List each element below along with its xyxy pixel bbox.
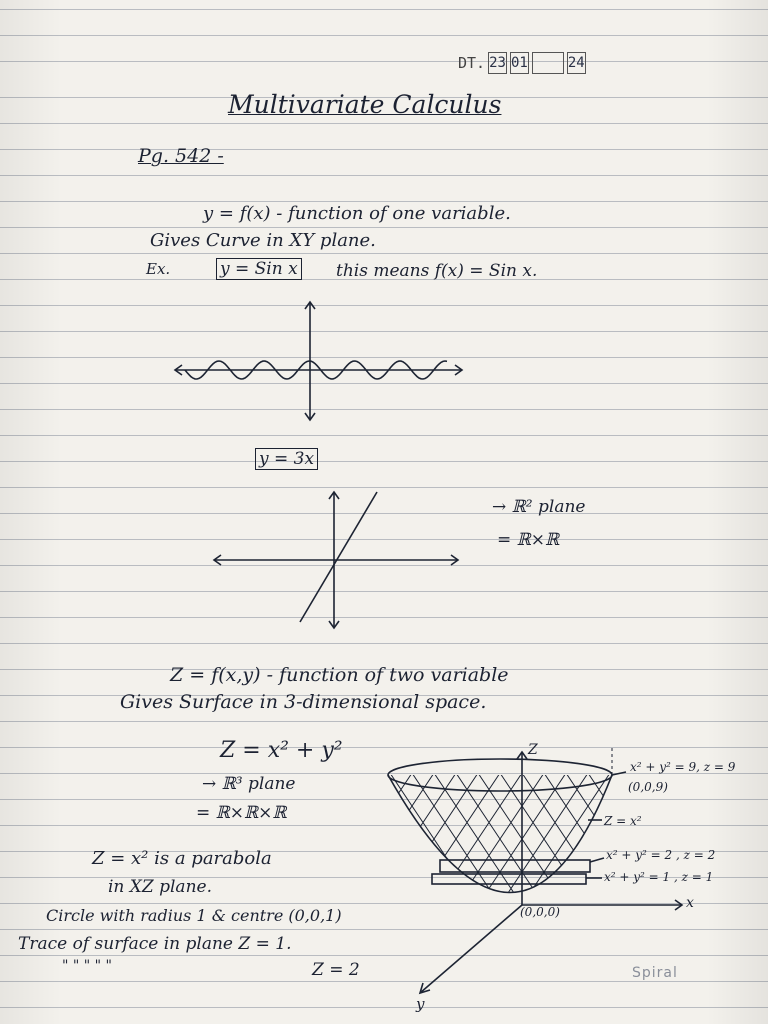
label-origin: (0,0,0)	[520, 905, 560, 919]
line-gives-surface: Gives Surface in 3-dimensional space.	[120, 691, 487, 713]
date-year: 24	[567, 52, 586, 74]
y-axis	[420, 905, 522, 993]
paraboloid-hatching	[80, 770, 768, 920]
top-circle-z9	[388, 759, 612, 791]
r2-plane-label: → ℝ² plane	[492, 497, 586, 517]
notebook-brand: Spiral	[632, 965, 678, 981]
date-month: 01	[510, 52, 529, 74]
r3-plane-label: → ℝ³ plane	[202, 774, 296, 794]
boxed-equation-sin: y = Sin x	[216, 258, 302, 280]
r-cross-r-label: = ℝ×ℝ	[497, 530, 560, 550]
leader-top	[612, 772, 626, 775]
axis-label-z: Z	[528, 742, 538, 758]
axis-label-y: y	[416, 995, 425, 1013]
ditto-marks: " " " " "	[62, 958, 112, 974]
circle-statement: Circle with radius 1 & centre (0,0,1)	[46, 906, 342, 925]
label-level-9: x² + y² = 9, z = 9	[630, 760, 736, 774]
date-day: 23	[488, 52, 507, 74]
equation-paraboloid: Z = x² + y²	[220, 738, 343, 763]
line-function-one-variable: y = f(x) - function of one variable.	[203, 203, 511, 224]
label-level-1: x² + y² = 1 , z = 1	[604, 870, 714, 884]
sine-graph	[175, 302, 462, 420]
parabola-statement: Z = x² is a parabola	[92, 848, 272, 869]
date-label: DT.	[458, 54, 486, 72]
linear-line	[300, 492, 377, 622]
label-point-009: (0,0,9)	[628, 780, 668, 794]
level-slab-z1	[432, 874, 586, 884]
linear-graph	[214, 492, 458, 628]
paraboloid-graph	[80, 748, 768, 993]
parabola-plane: in XZ plane.	[108, 877, 212, 897]
paraboloid-outline	[388, 775, 612, 893]
label-z-x2: Z = x²	[604, 814, 642, 828]
leader-z2	[590, 858, 604, 862]
label-level-2: x² + y² = 2 , z = 2	[606, 848, 716, 862]
boxed-equation-3x: y = 3x	[255, 448, 318, 470]
example-label: Ex.	[146, 260, 171, 278]
r-cross-r-cross-r-label: = ℝ×ℝ×ℝ	[196, 803, 287, 823]
line-gives-curve: Gives Curve in XY plane.	[150, 230, 376, 251]
example-explanation: this means f(x) = Sin x.	[336, 261, 538, 281]
axis-label-x: x	[686, 895, 694, 911]
page-title: Multivariate Calculus	[228, 90, 502, 119]
z-equals-2: Z = 2	[312, 960, 360, 980]
line-function-two-variable: Z = f(x,y) - function of two variable	[170, 664, 509, 686]
trace-statement: Trace of surface in plane Z = 1.	[18, 934, 292, 954]
page-reference: Pg. 542 -	[138, 145, 224, 167]
